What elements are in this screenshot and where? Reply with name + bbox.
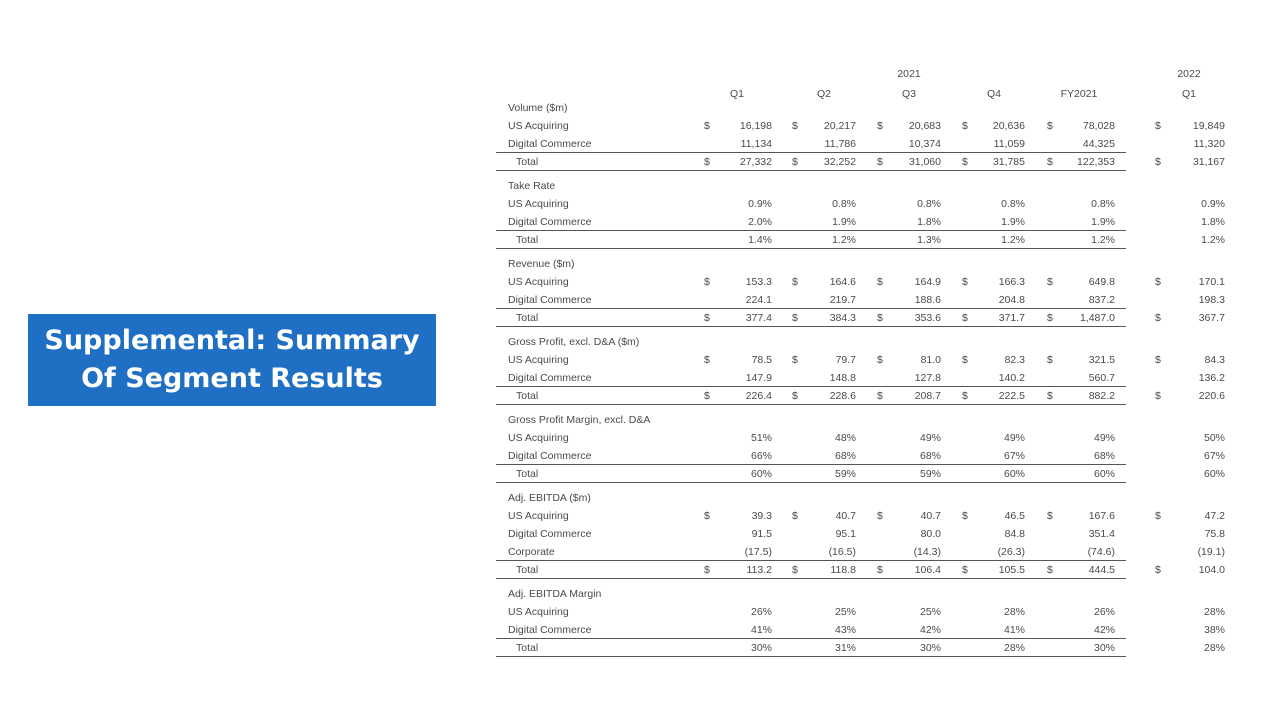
table-cell-total: 1.4% (748, 234, 772, 246)
table-cell: 164.9 (914, 276, 941, 288)
table-cell: (26.3) (997, 546, 1025, 558)
table-cell: 224.1 (745, 294, 772, 306)
row-label: Digital Commerce (508, 528, 592, 540)
row-label: Digital Commerce (508, 450, 592, 462)
table-cell: (17.5) (744, 546, 772, 558)
table-cell-total: 27,332 (739, 156, 772, 168)
table-cell: 95.1 (835, 528, 856, 540)
currency-symbol: $ (877, 510, 883, 522)
table-cell: 48% (834, 432, 856, 444)
table-cell-total: 1.2% (1001, 234, 1025, 246)
row-label-total: Total (516, 390, 539, 402)
row-label: Digital Commerce (508, 294, 592, 306)
row-label-total: Total (516, 312, 539, 324)
currency-symbol: $ (1155, 276, 1161, 288)
table-cell: 25% (834, 606, 856, 618)
period-header: Q1 (729, 88, 744, 100)
year-header: 2022 (1177, 68, 1201, 80)
currency-symbol: $ (962, 120, 968, 132)
table-cell: (14.3) (913, 546, 941, 558)
table-cell: 10,374 (908, 138, 941, 150)
table-cell-total: 28% (1203, 642, 1225, 654)
currency-symbol: $ (962, 564, 968, 576)
table-cell: 78.5 (751, 354, 772, 366)
table-cell: 84.8 (1004, 528, 1025, 540)
table-cell: 79.7 (835, 354, 856, 366)
table-cell: 25% (919, 606, 941, 618)
table-cell-total: 60% (1203, 468, 1225, 480)
table-cell: 42% (919, 624, 941, 636)
table-cell: 1.8% (1201, 216, 1225, 228)
table-cell: 44,325 (1082, 138, 1115, 150)
year-header: 2021 (897, 68, 921, 80)
period-header: FY2021 (1060, 88, 1098, 100)
table-cell-total: 220.6 (1198, 390, 1225, 402)
table-cell: 1.9% (1091, 216, 1115, 228)
table-cell-total: 1.2% (1201, 234, 1225, 246)
currency-symbol: $ (792, 120, 798, 132)
row-label: Digital Commerce (508, 138, 592, 150)
currency-symbol: $ (792, 276, 798, 288)
table-cell: 188.6 (914, 294, 941, 306)
section-bottom-rule (496, 170, 1126, 171)
currency-symbol: $ (1047, 564, 1053, 576)
table-cell: (19.1) (1197, 546, 1225, 558)
section-heading: Revenue ($m) (508, 258, 575, 270)
table-cell-total: 60% (1093, 468, 1115, 480)
currency-symbol: $ (877, 312, 883, 324)
table-cell-total: 30% (1093, 642, 1115, 654)
row-label: Digital Commerce (508, 216, 592, 228)
table-cell: 140.2 (998, 372, 1025, 384)
currency-symbol: $ (1155, 564, 1161, 576)
table-cell: 11,320 (1193, 138, 1225, 150)
table-cell: 28% (1203, 606, 1225, 618)
table-cell-total: 31,060 (908, 156, 941, 168)
table-cell-total: 105.5 (998, 564, 1025, 576)
table-cell: 26% (1093, 606, 1115, 618)
table-cell: 42% (1093, 624, 1115, 636)
row-label: US Acquiring (508, 432, 569, 444)
currency-symbol: $ (704, 156, 710, 168)
table-cell-total: 59% (919, 468, 941, 480)
table-cell-total: 444.5 (1088, 564, 1115, 576)
table-cell: 39.3 (751, 510, 772, 522)
table-cell: 84.3 (1204, 354, 1225, 366)
table-cell: 649.8 (1088, 276, 1115, 288)
table-cell-total: 228.6 (829, 390, 856, 402)
currency-symbol: $ (704, 564, 710, 576)
table-cell: 66% (750, 450, 772, 462)
table-cell: 78,028 (1082, 120, 1115, 132)
currency-symbol: $ (704, 276, 710, 288)
table-cell: 164.6 (829, 276, 856, 288)
total-rule (496, 638, 1126, 639)
section-bottom-rule (496, 482, 1126, 483)
table-cell: 82.3 (1004, 354, 1025, 366)
table-cell: 41% (1003, 624, 1025, 636)
section-heading: Adj. EBITDA ($m) (508, 492, 591, 504)
currency-symbol: $ (1047, 354, 1053, 366)
table-cell: 81.0 (920, 354, 941, 366)
currency-symbol: $ (1047, 510, 1053, 522)
section-heading: Gross Profit, excl. D&A ($m) (508, 336, 640, 348)
table-cell: 47.2 (1204, 510, 1225, 522)
currency-symbol: $ (704, 120, 710, 132)
table-cell-total: 882.2 (1088, 390, 1115, 402)
section-heading: Adj. EBITDA Margin (508, 588, 602, 600)
table-cell: 136.2 (1198, 372, 1225, 384)
table-cell: 68% (919, 450, 941, 462)
currency-symbol: $ (877, 120, 883, 132)
row-label: US Acquiring (508, 120, 569, 132)
period-header: Q3 (901, 88, 916, 100)
period-header: Q2 (816, 88, 831, 100)
table-cell-total: 1.2% (832, 234, 856, 246)
currency-symbol: $ (1047, 276, 1053, 288)
table-cell: 50% (1203, 432, 1225, 444)
table-cell-total: 32,252 (823, 156, 856, 168)
row-label: US Acquiring (508, 510, 569, 522)
currency-symbol: $ (962, 156, 968, 168)
table-cell: 2.0% (748, 216, 772, 228)
table-cell: 91.5 (751, 528, 772, 540)
currency-symbol: $ (792, 390, 798, 402)
table-cell: 0.8% (1001, 198, 1025, 210)
total-rule (496, 152, 1126, 153)
table-cell: 1.9% (832, 216, 856, 228)
table-cell-total: 1,487.0 (1079, 312, 1115, 324)
row-label-total: Total (516, 234, 539, 246)
table-cell-total: 371.7 (998, 312, 1025, 324)
table-cell: 67% (1203, 450, 1225, 462)
currency-symbol: $ (704, 354, 710, 366)
table-cell: 147.9 (745, 372, 772, 384)
table-cell: 351.4 (1088, 528, 1115, 540)
row-label-total: Total (516, 642, 539, 654)
table-cell: 11,786 (824, 138, 856, 150)
currency-symbol: $ (1155, 510, 1161, 522)
table-cell: 67% (1003, 450, 1025, 462)
table-cell: 38% (1203, 624, 1225, 636)
table-cell: 560.7 (1088, 372, 1115, 384)
section-bottom-rule (496, 656, 1126, 657)
currency-symbol: $ (1047, 312, 1053, 324)
currency-symbol: $ (704, 510, 710, 522)
table-cell-total: 353.6 (914, 312, 941, 324)
currency-symbol: $ (1047, 120, 1053, 132)
section-bottom-rule (496, 248, 1126, 249)
total-rule (496, 560, 1126, 561)
table-cell: 0.9% (1201, 198, 1225, 210)
table-cell: 75.8 (1204, 528, 1225, 540)
total-rule (496, 464, 1126, 465)
currency-symbol: $ (877, 354, 883, 366)
table-cell-total: 226.4 (745, 390, 772, 402)
table-cell-total: 60% (750, 468, 772, 480)
table-cell: 41% (750, 624, 772, 636)
table-cell-total: 122,353 (1077, 156, 1115, 168)
table-cell: 204.8 (998, 294, 1025, 306)
table-cell: 11,059 (993, 138, 1025, 150)
currency-symbol: $ (792, 156, 798, 168)
table-cell: 170.1 (1198, 276, 1225, 288)
table-cell: 20,636 (992, 120, 1025, 132)
total-rule (496, 230, 1126, 231)
table-cell: 20,217 (823, 120, 856, 132)
row-label: Corporate (508, 546, 555, 558)
currency-symbol: $ (962, 312, 968, 324)
table-cell: 68% (834, 450, 856, 462)
section-heading: Gross Profit Margin, excl. D&A (508, 414, 651, 426)
table-cell: 1.9% (1001, 216, 1025, 228)
table-cell-total: 1.3% (917, 234, 941, 246)
table-cell-total: 60% (1003, 468, 1025, 480)
table-cell-total: 113.2 (746, 564, 772, 576)
currency-symbol: $ (962, 276, 968, 288)
row-label: Digital Commerce (508, 624, 592, 636)
table-cell: 321.5 (1088, 354, 1115, 366)
total-rule (496, 308, 1126, 309)
row-label: US Acquiring (508, 606, 569, 618)
currency-symbol: $ (792, 510, 798, 522)
table-cell-total: 31,167 (1192, 156, 1225, 168)
table-cell-total: 31% (834, 642, 856, 654)
table-cell: 11,134 (740, 138, 772, 150)
currency-symbol: $ (962, 510, 968, 522)
row-label-total: Total (516, 468, 539, 480)
currency-symbol: $ (1047, 156, 1053, 168)
table-cell: 68% (1093, 450, 1115, 462)
table-cell-total: 30% (750, 642, 772, 654)
currency-symbol: $ (1047, 390, 1053, 402)
row-label: US Acquiring (508, 198, 569, 210)
table-cell: 49% (1003, 432, 1025, 444)
table-cell: 40.7 (835, 510, 856, 522)
table-cell-total: 222.5 (998, 390, 1025, 402)
currency-symbol: $ (877, 156, 883, 168)
currency-symbol: $ (1155, 354, 1161, 366)
table-cell-total: 104.0 (1198, 564, 1225, 576)
slide-title: Supplemental: Summary Of Segment Results (28, 314, 436, 406)
table-cell: 16,198 (739, 120, 772, 132)
table-cell: 167.6 (1088, 510, 1115, 522)
currency-symbol: $ (1155, 390, 1161, 402)
table-cell-total: 28% (1003, 642, 1025, 654)
table-cell: 0.8% (917, 198, 941, 210)
table-cell: 837.2 (1088, 294, 1115, 306)
section-bottom-rule (496, 404, 1126, 405)
row-label-total: Total (516, 564, 539, 576)
table-cell: 1.8% (917, 216, 941, 228)
table-cell: (16.5) (828, 546, 856, 558)
table-cell: 80.0 (920, 528, 941, 540)
currency-symbol: $ (962, 390, 968, 402)
table-cell: 46.5 (1004, 510, 1025, 522)
table-cell: 0.8% (1091, 198, 1115, 210)
currency-symbol: $ (962, 354, 968, 366)
table-cell: 51% (750, 432, 772, 444)
row-label: US Acquiring (508, 354, 569, 366)
table-cell-total: 377.4 (745, 312, 772, 324)
row-label-total: Total (516, 156, 539, 168)
table-cell-total: 367.7 (1198, 312, 1225, 324)
table-cell: 40.7 (920, 510, 941, 522)
currency-symbol: $ (704, 312, 710, 324)
table-cell: 0.9% (748, 198, 772, 210)
row-label: Digital Commerce (508, 372, 592, 384)
table-cell-total: 208.7 (914, 390, 941, 402)
table-cell: 26% (750, 606, 772, 618)
table-cell: (74.6) (1087, 546, 1115, 558)
currency-symbol: $ (877, 390, 883, 402)
table-cell: 127.8 (914, 372, 941, 384)
period-header: Q1 (1181, 88, 1196, 100)
total-rule (496, 386, 1126, 387)
table-cell: 166.3 (998, 276, 1025, 288)
table-cell: 19,849 (1192, 120, 1225, 132)
table-cell: 49% (1093, 432, 1115, 444)
table-cell-total: 31,785 (992, 156, 1025, 168)
section-heading: Volume ($m) (508, 102, 568, 114)
currency-symbol: $ (877, 276, 883, 288)
table-cell-total: 384.3 (829, 312, 856, 324)
table-cell: 0.8% (832, 198, 856, 210)
currency-symbol: $ (792, 564, 798, 576)
table-cell-total: 59% (834, 468, 856, 480)
table-cell: 28% (1003, 606, 1025, 618)
currency-symbol: $ (704, 390, 710, 402)
currency-symbol: $ (1155, 156, 1161, 168)
table-cell: 198.3 (1198, 294, 1225, 306)
currency-symbol: $ (792, 312, 798, 324)
table-cell: 43% (834, 624, 856, 636)
table-cell: 153.3 (745, 276, 772, 288)
currency-symbol: $ (1155, 312, 1161, 324)
currency-symbol: $ (877, 564, 883, 576)
row-label: US Acquiring (508, 276, 569, 288)
table-cell: 20,683 (908, 120, 941, 132)
period-header: Q4 (986, 88, 1001, 100)
table-cell-total: 1.2% (1091, 234, 1115, 246)
table-cell-total: 118.8 (830, 564, 856, 576)
section-bottom-rule (496, 578, 1126, 579)
table-cell: 49% (919, 432, 941, 444)
table-cell: 148.8 (829, 372, 856, 384)
currency-symbol: $ (1155, 120, 1161, 132)
section-bottom-rule (496, 326, 1126, 327)
section-heading: Take Rate (508, 180, 556, 192)
table-cell-total: 30% (919, 642, 941, 654)
currency-symbol: $ (792, 354, 798, 366)
table-cell: 219.7 (829, 294, 856, 306)
table-cell-total: 106.4 (914, 564, 941, 576)
